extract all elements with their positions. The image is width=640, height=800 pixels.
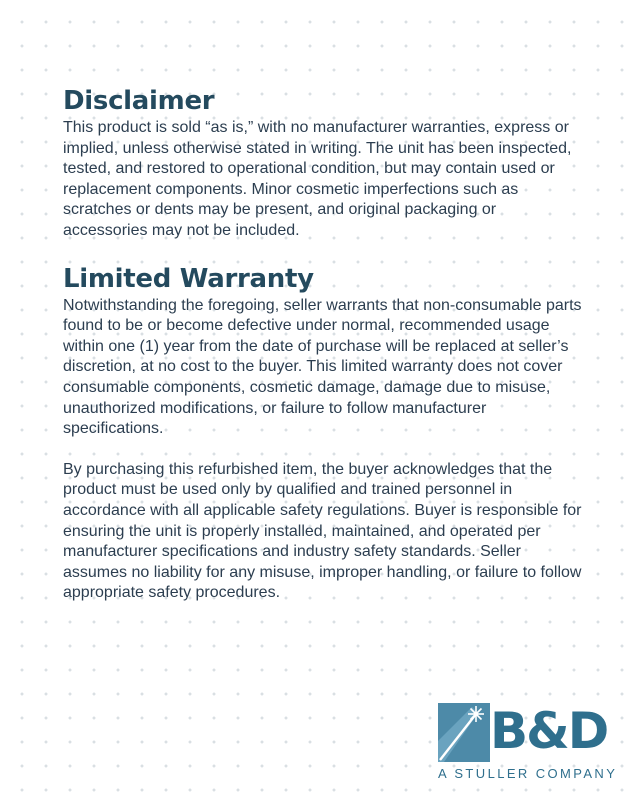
company-logo <box>438 703 620 785</box>
document-body <box>63 84 583 604</box>
section-spacer <box>63 242 583 262</box>
logo-brand-name: B&D <box>490 702 608 760</box>
warranty-paragraph-1: Notwithstanding the foregoing, seller warrants that non-consumable parts found to be or become defective under normal, recommended usage within one (1) year from the date of purchase will be replaced at seller’s discretion, at no cost to the buyer. This limited warranty does not cover consumable components, cosmetic damage, damage due to misuse, unauthorized modifications, or failure to follow manufacturer specifications. <box>63 296 582 438</box>
disclaimer-heading: Disclaimer <box>63 86 215 116</box>
disclaimer-text: This product is sold “as is,” with no manufacturer warranties, express or implied, unless otherwise stated in writing. The unit has been inspected, tested, and restored to operational condition, but may contain used or replacement components. Minor cosmetic imperfections such as scratches or dents may be present, and original packaging or accessories may not be included. <box>63 119 572 239</box>
limited-warranty-heading: Limited Warranty <box>63 263 314 294</box>
laser-spark-icon <box>438 703 490 762</box>
warranty-paragraph-2: By purchasing this refurbished item, the buyer acknowledges that the product must be used only by qualified and trained personnel in accordance with all applicable safety regulations. Buyer is responsible for ensuring the unit is properly installed, maintained, and operated per manufacturer specifications and industry safety standards. Seller assumes no liability for any misuse, improper handling, or failure to follow appropriate safety procedures. <box>63 460 582 602</box>
logo-tagline: A STULLER COMPANY <box>438 766 618 781</box>
paragraph-spacer <box>63 440 583 460</box>
